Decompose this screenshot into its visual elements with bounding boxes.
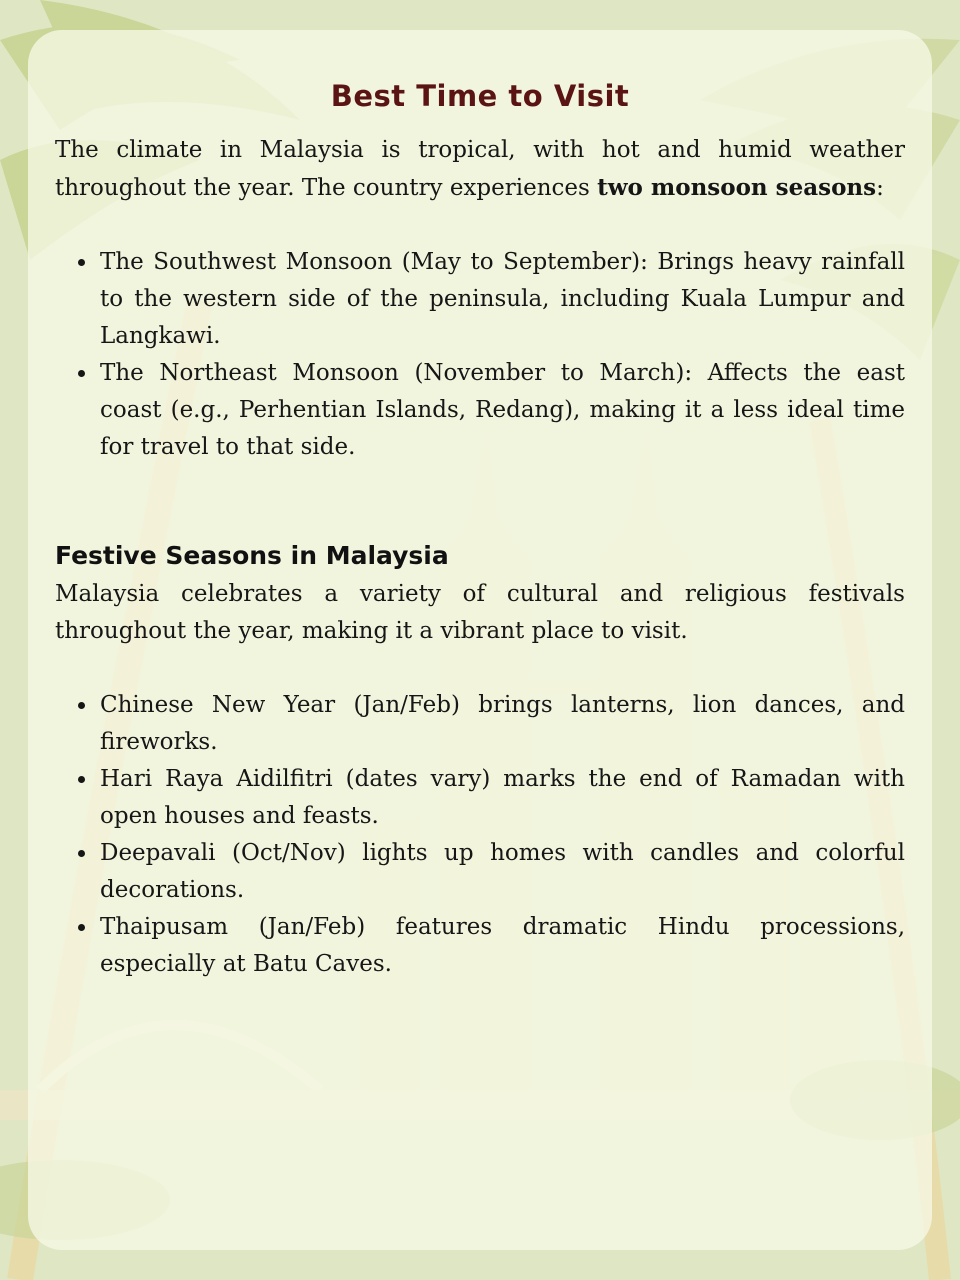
list-item: Hari Raya Aidilfitri (dates vary) marks the end of Ramadan with open houses and feasts. <box>100 761 905 835</box>
list-item: Chinese New Year (Jan/Feb) brings lanterns, lion dances, and fireworks. <box>100 687 905 761</box>
page-title: Best Time to Visit <box>330 79 630 113</box>
list-item: Deepavali (Oct/Nov) lights up homes with candles and colorful decorations. <box>100 835 905 909</box>
intro-bold: two monsoon seasons <box>597 174 877 201</box>
monsoon-list <box>55 244 905 466</box>
intro-text: The climate in Malaysia is tropical, with hot and humid weather throughout the year. The country experiences <box>55 137 905 201</box>
festival-list <box>55 687 905 983</box>
intro-colon: : <box>876 175 884 201</box>
climate-intro <box>55 132 905 207</box>
festive-intro: Malaysia celebrates a variety of cultural and religious festivals throughout the year, making it a vibrant place to visit. <box>55 581 905 644</box>
list-item: The Southwest Monsoon (May to September): Brings heavy rainfall to the western side of the peninsula, including Kuala Lumpur and Langkawi. <box>100 244 905 355</box>
list-item: The Northeast Monsoon (November to March): Affects the east coast (e.g., Perhentian Islands, Redang), making it a less ideal time for travel to that side. <box>100 355 905 466</box>
content <box>55 74 905 983</box>
list-item: Thaipusam (Jan/Feb) features dramatic Hindu processions, especially at Batu Caves. <box>100 909 905 983</box>
section-heading-festive: Festive Seasons in Malaysia <box>55 541 449 570</box>
